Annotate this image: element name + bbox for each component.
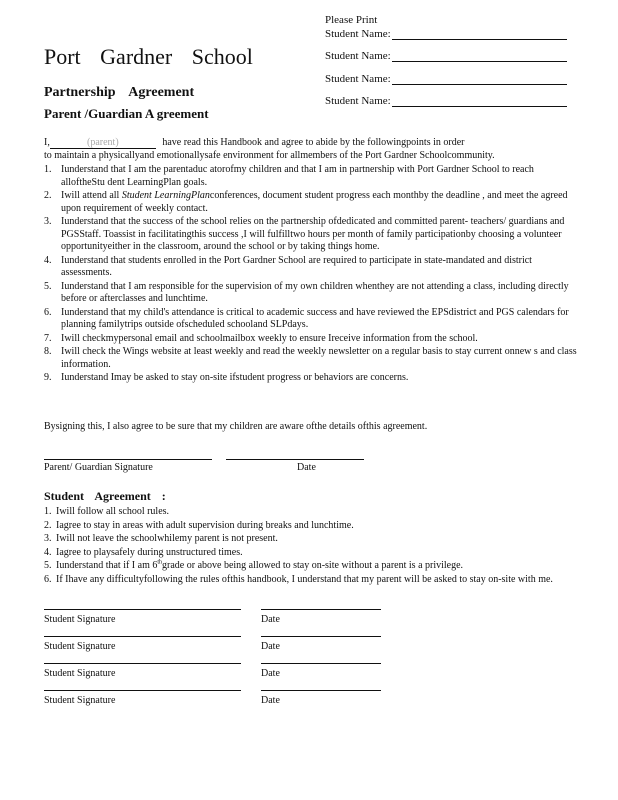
list-item [44,372,579,385]
parent-name-blank[interactable]: (parent) [50,138,156,149]
item-number: 1. [44,506,52,517]
item-number: 9. [44,372,52,383]
list-item [44,281,579,306]
parent-date-line[interactable] [226,459,364,460]
parent-signature-label: Parent/ Guardian Signature [44,462,153,473]
item-text-pre: Iwill attend all [61,190,122,201]
student-name-line[interactable] [392,73,567,85]
list-item [44,164,579,189]
intro-prefix: I, [44,137,50,148]
item-text: If Ihave any difficultyfollowing the rules ofthis handbook, I understand that my parent will be asked to stay on-site with me. [56,573,553,585]
item-number: 5. [44,560,52,571]
item-number: 3. [44,533,52,544]
school-name: Port Gardner School [44,44,253,69]
partnership-subtitle: Parent /Guardian A greement [44,106,209,121]
student-signature-line[interactable] [44,663,241,664]
item-number: 6. [44,306,52,318]
item-text: Iwill not leave the schoolwhilemy parent is not present. [56,533,278,544]
student-signature-label: Student Signature [44,614,116,625]
list-item [44,519,579,533]
list-item [44,307,579,332]
item-text: Iunderstand that I am the parentaduc atorofmy children and that I am in partnership with Port Gardner School to reach alloftheStu dent LearningPlan goals. [61,164,534,188]
parent-agreement-list [44,164,579,386]
item-number: 4. [44,254,52,266]
list-item [44,573,579,587]
student-name-label: Student Name: [325,50,391,62]
student-name-label: Student Name: [325,28,391,40]
student-date-label: Date [261,695,280,706]
list-item [44,190,579,215]
item-text: Iwill follow all school rules. [56,506,170,517]
intro-paragraph [44,137,579,162]
item-text: Iagree to playsafely during unstructured times. [56,546,243,558]
item-number: 2. [44,190,52,201]
item-number: 7. [44,332,52,344]
list-item [44,532,579,546]
list-item [44,216,579,254]
student-signature-label: Student Signature [44,641,116,652]
item-text-emphasis: Student LearningPlan [121,190,210,201]
item-text: conferences, document student progress each monthby the deadline , and meet the agreed upon requirement of weekly contact. [61,190,568,214]
list-item [44,546,579,560]
intro-line-2: to maintain a physicallyand emotionallysafe environment for allmembers of the Port Gardner Schoolcommunity. [44,149,495,161]
please-print-label: Please Print [325,14,378,26]
list-item [44,255,579,280]
student-date-line[interactable] [261,609,381,610]
list-item [44,333,579,346]
item-text: grade or above being allowed to stay on-site without a parent is a privilege. [162,560,464,571]
intro-line-1: have read this Handbook and agree to abide by the followingpoints in order [162,137,465,148]
item-text: Iunderstand that the success of the school relies on the partnership ofdedicated and committed parent- teachers/ guardians and PGSStaff. Toassist in facilitatingthis success ,I will fulfilltwo hours per month of family participationby choosing a volunteer opportunityeither in the classroom, around the school or by taking things home. [61,216,565,252]
item-text: Iagree to stay in areas with adult supervision during breaks and lunchtime. [56,519,354,531]
item-number: 6. [44,573,52,585]
item-number: 8. [44,346,52,357]
student-name-field[interactable] [325,50,567,62]
item-text: Iunderstand that my child's attendance is critical to academic success and have reviewed the EPSdistrict and PGS calendars for planning familytrips outside ofscheduled schooland SLPdays. [61,306,569,330]
signing-statement: Bysigning this, I also agree to be sure that my children are aware ofthe details ofthis agreement. [44,421,428,432]
item-superscript: th [157,559,163,566]
student-agreement-title: Student Agreement : [44,489,166,503]
student-name-line[interactable] [392,50,567,62]
parent-signature-line[interactable] [44,459,212,460]
item-text: Iunderstand that I am responsible for the supervision of my own children whenthey are not attending a class, including directly before or afterclasses and lunchtime. [61,280,569,304]
list-item [44,559,579,573]
student-date-label: Date [261,641,280,652]
student-date-line[interactable] [261,636,381,637]
item-number: 2. [44,519,52,531]
student-date-label: Date [261,614,280,625]
student-signature-label: Student Signature [44,695,116,706]
item-text: Iwill check the Wings website at least weekly and read the weekly newsletter on a regular basis to stay current onnew s and class information. [61,346,577,370]
student-date-line[interactable] [261,690,381,691]
student-name-line[interactable] [392,95,567,107]
parent-date-label: Date [297,462,316,473]
student-signature-label: Student Signature [44,668,116,679]
list-item [44,505,579,519]
list-item [44,346,579,371]
partnership-title: Partnership Agreement [44,85,195,100]
student-date-line[interactable] [261,663,381,664]
item-text: Iunderstand Imay be asked to stay on-site ifstudent progress or behaviors are concerns. [61,372,409,383]
student-signature-line[interactable] [44,690,241,691]
student-name-field[interactable] [325,95,567,107]
student-name-line[interactable] [392,28,567,40]
student-signature-line[interactable] [44,636,241,637]
item-number: 5. [44,280,52,292]
student-name-field[interactable] [325,73,567,85]
student-agreement-list [44,505,579,586]
item-text: Iwill checkmypersonal email and schoolmailbox weekly to ensure Ireceive information from the school. [61,332,478,344]
item-number: 4. [44,546,52,558]
student-name-field[interactable] [325,28,567,40]
item-text: Iunderstand that students enrolled in the Port Gardner School are required to participate in state-mandated and district assessments. [61,254,532,278]
item-text-pre: Iunderstand that if I am 6 [56,560,158,571]
item-number: 1. [44,164,52,175]
student-name-label: Student Name: [325,95,391,107]
student-date-label: Date [261,668,280,679]
item-number: 3. [44,216,52,227]
student-signature-line[interactable] [44,609,241,610]
student-name-label: Student Name: [325,73,391,85]
